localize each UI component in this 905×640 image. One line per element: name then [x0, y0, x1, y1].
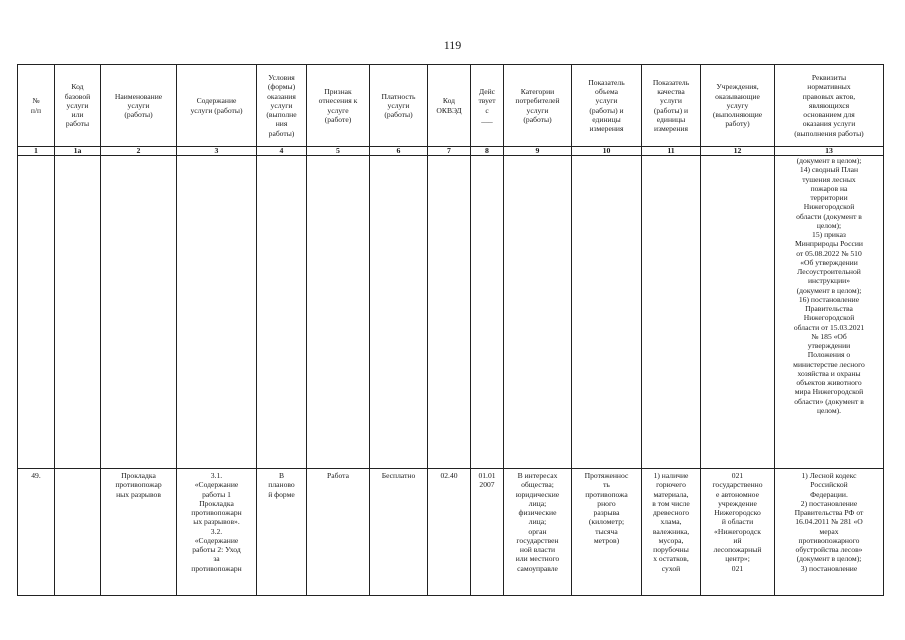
service-payment: Бесплатно	[370, 469, 428, 596]
quality-indicator: 1) наличие горючего материала, в том числе древесного хлама, валежника, мусора, порубочны х остатков, сухой	[642, 469, 701, 596]
header-cell: Дейс твует с ___	[471, 65, 504, 147]
row-number: 49.	[18, 469, 55, 596]
table-cell	[18, 156, 55, 469]
header-cell: № п/п	[18, 65, 55, 147]
okved-code: 02.40	[428, 469, 471, 596]
volume-indicator: Протяженнос ть противопожа рного разрыва (километр; тысяча метров)	[572, 469, 642, 596]
column-number-row	[18, 147, 884, 156]
table-cell	[572, 156, 642, 469]
column-number: 8	[471, 147, 504, 156]
header-cell: Код ОКВЭД	[428, 65, 471, 147]
consumer-categories: В интересах общества; юридические лица; физические лица; орган государствен ной власти или местного самоуправле	[504, 469, 572, 596]
column-number: 3	[177, 147, 257, 156]
header-row	[18, 65, 884, 147]
table-cell	[471, 156, 504, 469]
header-cell: Условия (формы) оказания услуги (выполне ния работы)	[257, 65, 307, 147]
table-row-49	[18, 469, 884, 596]
column-number: 4	[257, 147, 307, 156]
service-content: 3.1. «Содержание работы 1 Прокладка противопожарн ых разрывов». 3.2. «Содержание работы 2: Уход за противопожарн	[177, 469, 257, 596]
header-cell: Признак отнесения к услуге (работе)	[307, 65, 370, 147]
column-number: 10	[572, 147, 642, 156]
header-cell: Учреждения, оказывающие услугу (выполняющие работу)	[701, 65, 775, 147]
service-attribute: Работа	[307, 469, 370, 596]
table-cell	[55, 156, 101, 469]
table-cell	[177, 156, 257, 469]
providing-institutions: 021 государственно е автономное учреждение Нижегородско й области «Нижегородск ий лесопожарный центр»; 021	[701, 469, 775, 596]
table-cell	[642, 156, 701, 469]
table-cell	[101, 156, 177, 469]
column-number: 13	[775, 147, 884, 156]
effective-date: 01.01 2007	[471, 469, 504, 596]
table-cell	[307, 156, 370, 469]
legal-acts: 1) Лесной кодекс Российской Федерации. 2) постановление Правительства РФ от 16.04.2011 № 281 «О мерах противопожарного обустройства лесов» (документ в целом); 3) постановление	[775, 469, 884, 596]
header-cell: Содержание услуги (работы)	[177, 65, 257, 147]
column-number: 6	[370, 147, 428, 156]
legal-acts-continuation: (документ в целом); 14) сводный План тушения лесных пожаров на территории Нижегородской области (документ в целом); 15) приказ Минприроды России от 05.08.2022 № 510 «Об утверждении Лесоустроительной инструкции» (документ в целом); 16) постановление Правительства Нижегородской области от 15.03.2021 № 185 «Об утверждении Положения о министерстве лесного хозяйства и охраны объектов животного мира Нижегородской области» (документ в целом).	[775, 156, 884, 469]
table-cell	[370, 156, 428, 469]
header-cell: Платность услуги (работы)	[370, 65, 428, 147]
column-number: 9	[504, 147, 572, 156]
column-number: 11	[642, 147, 701, 156]
column-number: 5	[307, 147, 370, 156]
column-number: 1	[18, 147, 55, 156]
column-number: 12	[701, 147, 775, 156]
header-cell: Реквизиты нормативных правовых актов, являющихся основанием для оказания услуги (выполнения работы)	[775, 65, 884, 147]
header-cell: Категории потребителей услуги (работы)	[504, 65, 572, 147]
continuation-row	[18, 156, 884, 469]
table-cell	[257, 156, 307, 469]
service-conditions: В планово й форме	[257, 469, 307, 596]
base-service-code	[55, 469, 101, 596]
table-cell	[701, 156, 775, 469]
table-cell	[428, 156, 471, 469]
header-cell: Показатель объема услуги (работы) и единицы измерения	[572, 65, 642, 147]
header-cell: Показатель качества услуги (работы) и единицы измерения	[642, 65, 701, 147]
regulation-table	[17, 64, 884, 596]
column-number: 7	[428, 147, 471, 156]
header-cell: Наименование услуги (работы)	[101, 65, 177, 147]
column-number: 1а	[55, 147, 101, 156]
header-cell: Код базовой услуги или работы	[55, 65, 101, 147]
page-number: 119	[443, 38, 462, 52]
service-name: Прокладка противопожар ных разрывов	[101, 469, 177, 596]
column-number: 2	[101, 147, 177, 156]
table-cell	[504, 156, 572, 469]
